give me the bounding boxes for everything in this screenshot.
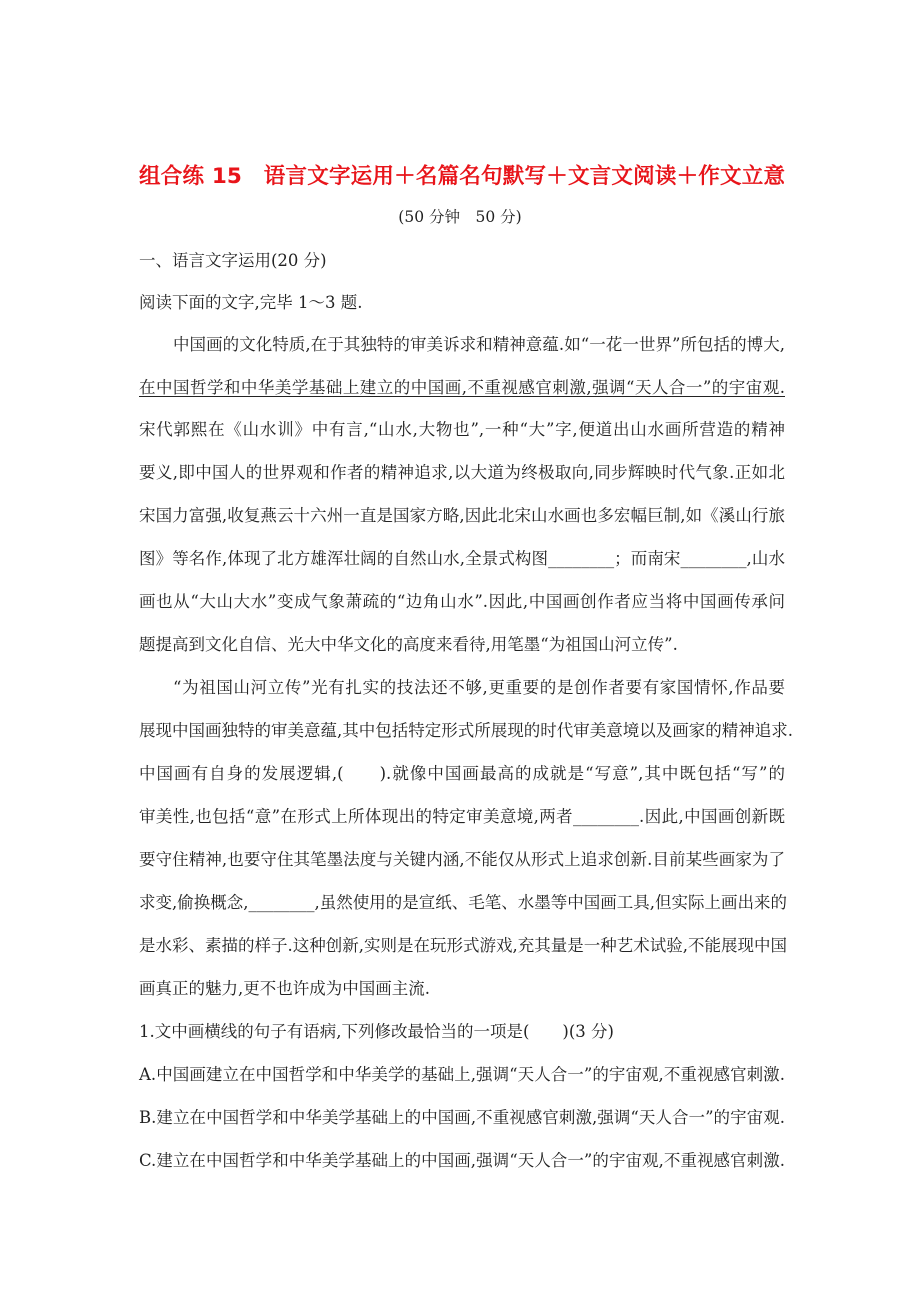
text-line: 中国画有自身的发展逻辑,( ).就像中国画最高的成就是“写意”,其中既包括“写”的 [139,764,785,783]
text-line: 图》等名作,体现了北方雄浑壮阔的自然山水,全景式构图________；而南宋________,山水 [139,549,785,568]
text-line: 画也从“大山大水”变成气象萧疏的“边角山水”.因此,中国画创作者应当将中国画传承问 [139,592,785,611]
option-c: C.建立在中国哲学和中华美学基础上的中国画,强调“天人合一”的宇宙观,不重视感官刺激. [139,1151,785,1170]
text-line: 展现中国画独特的审美意蕴,其中包括特定形式所展现的时代审美意境以及画家的精神追求. [139,721,793,740]
option-a: A.中国画建立在中国哲学和中华美学的基础上,强调“天人合一”的宇宙观,不重视感官刺激. [139,1065,785,1084]
text-line: 题提高到文化自信、光大中华文化的高度来看待,用笔墨“为祖国山河立传”. [139,635,678,654]
text-line: 宋代郭熙在《山水训》中有言,“山水,大物也”,一种“大”字,便道出山水画所营造的精神 [139,420,785,439]
underlined-sentence: 在中国哲学和中华美学基础上建立的中国画,不重视感官刺激,强调“天人合一”的宇宙观. [139,378,785,397]
question-stem: 1.文中画横线的句子有语病,下列修改最恰当的一项是( )(3 分) [139,1022,614,1041]
text-line: 中国画的文化特质,在于其独特的审美诉求和精神意蕴.如“一花一世界”所包括的博大, [173,335,785,354]
text-line: 要义,即中国人的世界观和作者的精神追求,以大道为终极取向,同步辉映时代气象.正如北 [139,463,785,482]
text-line: 是水彩、素描的样子.这种创新,实则是在玩形式游戏,充其量是一种艺术试验,不能展现中国 [139,936,787,955]
section-heading: 一、语言文字运用(20 分) [139,251,327,270]
text-line: 画真正的魅力,更不也许成为中国画主流. [139,979,430,998]
page-title: 组合练 15 语言文字运用＋名篇名句默写＋文言文阅读＋作文立意 [139,164,785,189]
text-line: 审美性,也包括“意”在形式上所体现出的特定审美意境,两者________.因此,中国画创新既 [139,807,785,826]
text-line: 要守住精神,也要守住其笔墨法度与关键内涵,不能仅从形式上追求创新.目前某些画家为了 [139,850,785,869]
option-b: B.建立在中国哲学和中华美学基础上的中国画,不重视感官刺激,强调“天人合一”的宇宙观. [139,1108,785,1127]
time-score-note: (50 分钟 50 分) [398,208,522,226]
text-line: “为祖国山河立传”光有扎实的技法还不够,更重要的是创作者要有家国情怀,作品要 [173,678,785,697]
text-line: 宋国力富强,收复燕云十六州一直是国家方略,因此北宋山水画也多宏幅巨制,如《溪山行旅 [139,506,785,525]
text-line: 求变,偷换概念,________,虽然使用的是宣纸、毛笔、水墨等中国画工具,但实际上画出来的 [139,893,787,912]
instruction: 阅读下面的文字,完毕 1～3 题. [139,293,363,312]
